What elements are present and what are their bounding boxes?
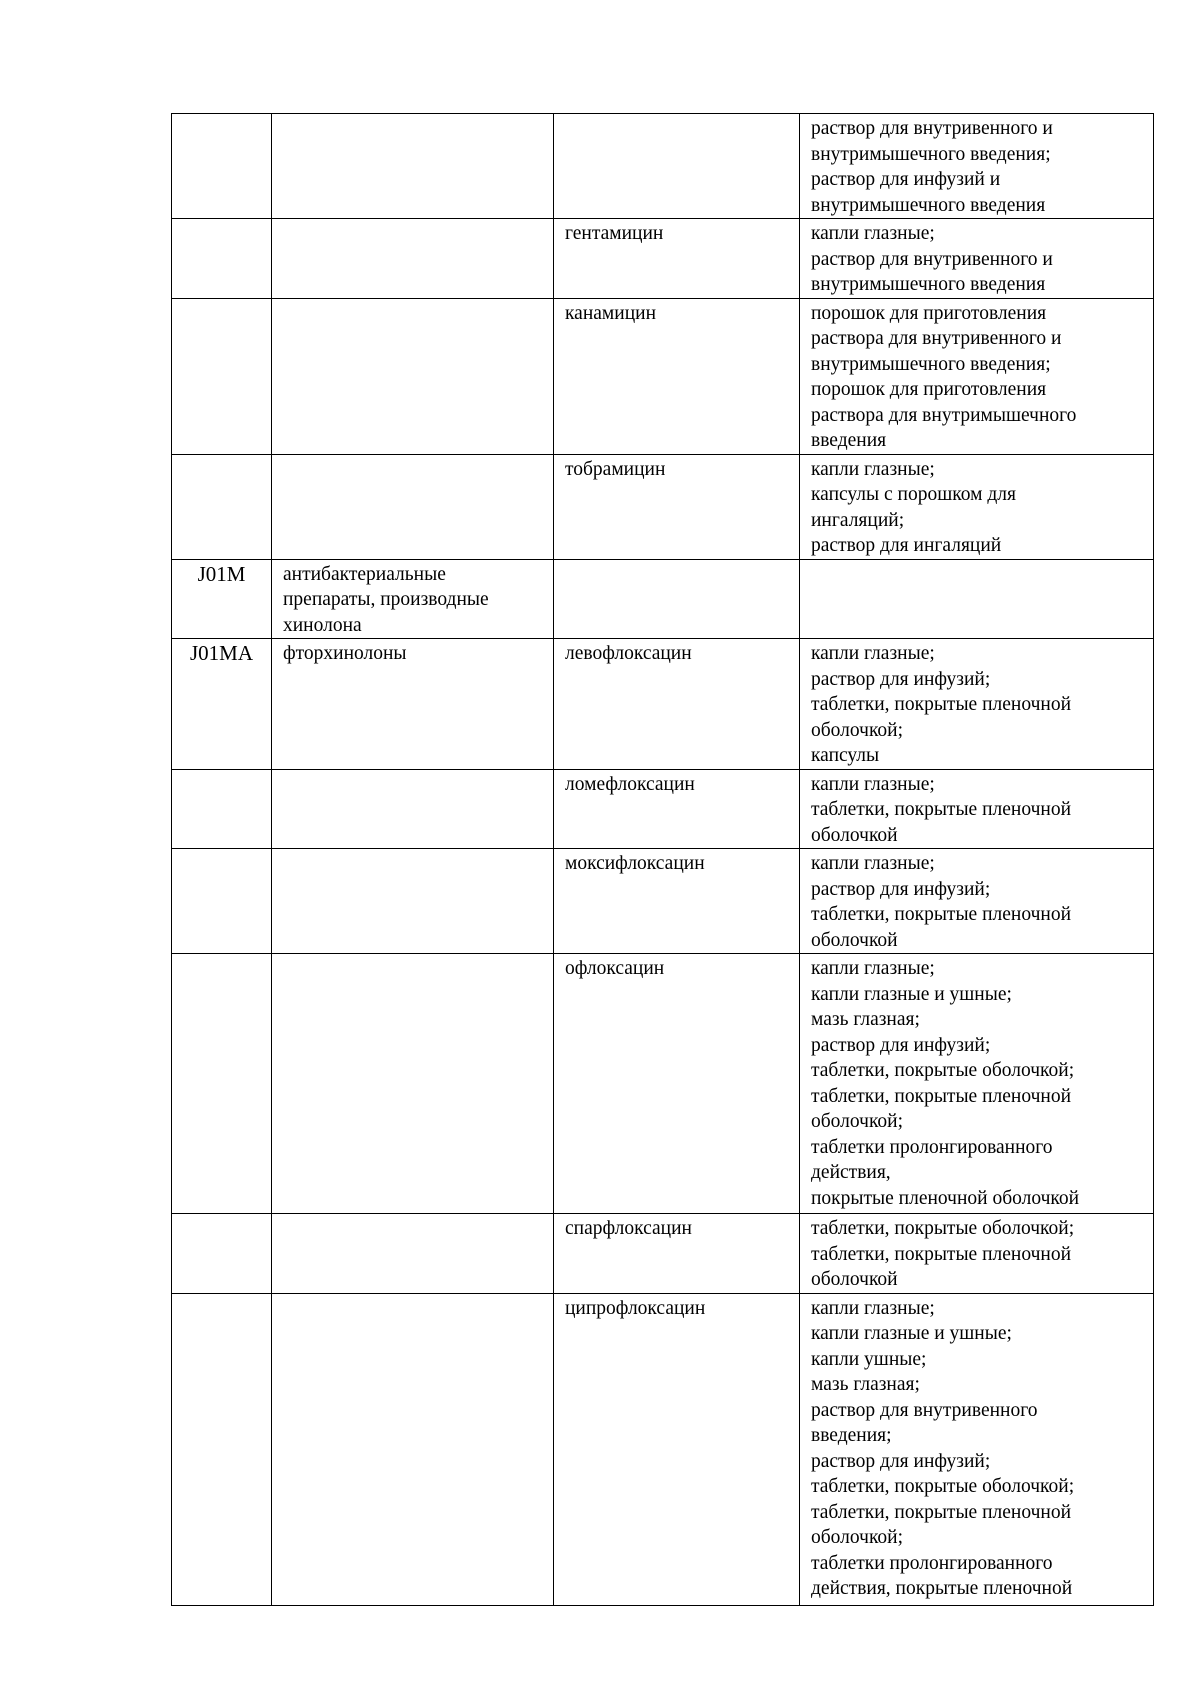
dosage-form-line: оболочкой; [811, 1111, 904, 1132]
atc-code-cell [172, 769, 272, 849]
dosage-form-line: действия, [811, 1162, 891, 1183]
atc-code: J01M [197, 561, 246, 586]
table-row [172, 219, 1154, 299]
dosage-form-line: действия, покрытые пленочной [811, 1578, 1073, 1599]
atc-code-cell [172, 1214, 272, 1294]
table-row [172, 1214, 1154, 1294]
dosage-form-line: капсулы с порошком для [811, 484, 1016, 505]
table-row [172, 954, 1154, 1214]
dosage-forms-cell [800, 849, 1154, 954]
atc-group-cell [272, 849, 554, 954]
dosage-forms-cell [800, 1293, 1154, 1605]
drug-table [171, 113, 1154, 1606]
dosage-form-line: таблетки, покрытые пленочной [811, 904, 1072, 925]
dosage-forms-cell [800, 559, 1154, 639]
substance-cell [554, 454, 800, 559]
substance-cell [554, 298, 800, 454]
dosage-form-line: таблетки, покрытые оболочкой; [811, 1218, 1075, 1239]
substance-cell [554, 1293, 800, 1605]
dosage-form-line: таблетки, покрытые оболочкой; [811, 1060, 1075, 1081]
atc-group-cell [272, 639, 554, 770]
atc-code-cell [172, 114, 272, 219]
dosage-form-line: внутримышечного введения [811, 274, 1046, 295]
atc-group-line: препараты, производные [283, 589, 489, 610]
dosage-form-line: капли глазные; [811, 643, 935, 664]
dosage-form-line: раствора для внутримышечного [811, 404, 1077, 426]
substance-name: моксифлоксацин [565, 853, 705, 874]
substance-cell [554, 114, 800, 219]
dosage-form-line: капли глазные; [811, 853, 935, 874]
dosage-form-line: ингаляций; [811, 509, 905, 531]
dosage-form-line: покрытые пленочной оболочкой [811, 1187, 1080, 1209]
dosage-form-line: таблетки, покрытые пленочной [811, 1085, 1072, 1107]
atc-code-cell [172, 849, 272, 954]
dosage-form-line: мазь глазная; [811, 1009, 920, 1030]
dosage-form-line: капсулы [811, 745, 880, 766]
substance-cell [554, 1214, 800, 1294]
dosage-form-line: капли глазные; [811, 1297, 935, 1319]
atc-group-cell [272, 454, 554, 559]
dosage-form-line: таблетки пролонгированного [811, 1136, 1053, 1158]
atc-group-line: фторхинолоны [283, 643, 407, 664]
table-row [172, 849, 1154, 954]
table-row [172, 639, 1154, 770]
dosage-forms-cell [800, 219, 1154, 299]
dosage-form-line: введения [811, 430, 887, 451]
atc-group-cell [272, 298, 554, 454]
dosage-form-line: оболочкой [811, 824, 898, 846]
substance-cell [554, 559, 800, 639]
substance-name: ципрофлоксацин [565, 1297, 706, 1319]
dosage-form-line: таблетки, покрытые пленочной [811, 1243, 1072, 1265]
table-row [172, 298, 1154, 454]
table-row [172, 769, 1154, 849]
drug-table-body [172, 114, 1154, 1606]
dosage-form-line: капли глазные; [811, 223, 935, 244]
dosage-form-line: раствор для внутривенного и [811, 118, 1053, 139]
atc-group-cell [272, 219, 554, 299]
substance-cell [554, 639, 800, 770]
dosage-form-line: мазь глазная; [811, 1374, 920, 1395]
dosage-form-line: порошок для приготовления [811, 379, 1047, 400]
dosage-form-line: таблетки, покрытые пленочной [811, 1501, 1072, 1523]
atc-group-cell [272, 769, 554, 849]
substance-name: гентамицин [565, 223, 664, 244]
atc-group-cell [272, 1214, 554, 1294]
dosage-form-line: введения; [811, 1425, 892, 1446]
substance-name: левофлоксацин [565, 643, 692, 664]
table-row [172, 559, 1154, 639]
dosage-form-line: таблетки пролонгированного [811, 1552, 1053, 1574]
dosage-form-line: капли глазные; [811, 773, 935, 795]
substance-cell [554, 849, 800, 954]
dosage-form-line: раствор для инфузий и [811, 169, 1001, 190]
dosage-forms-cell [800, 954, 1154, 1214]
table-row [172, 454, 1154, 559]
dosage-form-line: оболочкой [811, 1269, 898, 1290]
dosage-form-line: раствор для инфузий; [811, 668, 991, 690]
atc-code-cell [172, 219, 272, 299]
dosage-form-line: раствора для внутривенного и [811, 328, 1062, 349]
atc-code-cell [172, 954, 272, 1214]
substance-name: спарфлоксацин [565, 1218, 692, 1239]
atc-group-cell [272, 1293, 554, 1605]
dosage-form-line: раствор для инфузий; [811, 1034, 991, 1056]
dosage-form-line: раствор для ингаляций [811, 535, 1002, 556]
substance-name: офлоксацин [565, 958, 665, 979]
dosage-form-line: капли глазные; [811, 958, 935, 979]
atc-group-line: хинолона [283, 614, 362, 636]
dosage-form-line: раствор для инфузий; [811, 878, 991, 900]
dosage-form-line: таблетки, покрытые оболочкой; [811, 1476, 1075, 1497]
substance-cell [554, 219, 800, 299]
dosage-form-line: оболочкой; [811, 1527, 904, 1548]
dosage-form-line: оболочкой; [811, 719, 904, 741]
dosage-form-line: капли ушные; [811, 1348, 927, 1370]
dosage-form-line: внутримышечного введения; [811, 353, 1051, 375]
atc-code: J01MA [189, 641, 253, 665]
dosage-forms-cell [800, 454, 1154, 559]
dosage-form-line: внутримышечного введения; [811, 143, 1051, 165]
dosage-forms-cell [800, 769, 1154, 849]
atc-group-line: антибактериальные [283, 563, 446, 585]
dosage-forms-cell [800, 1214, 1154, 1294]
dosage-form-line: порошок для приготовления [811, 302, 1047, 324]
table-row [172, 1293, 1154, 1605]
substance-cell [554, 954, 800, 1214]
atc-group-cell [272, 559, 554, 639]
dosage-forms-cell [800, 114, 1154, 219]
atc-code-cell [172, 454, 272, 559]
substance-cell [554, 769, 800, 849]
atc-code-cell [172, 298, 272, 454]
atc-group-cell [272, 954, 554, 1214]
dosage-form-line: внутримышечного введения [811, 194, 1046, 216]
atc-code-cell [172, 1293, 272, 1605]
dosage-form-line: капли глазные и ушные; [811, 983, 1012, 1005]
substance-name: канамицин [565, 302, 657, 324]
dosage-form-line: раствор для инфузий; [811, 1450, 991, 1472]
dosage-forms-cell [800, 639, 1154, 770]
dosage-form-line: оболочкой [811, 929, 898, 951]
atc-code-cell [172, 559, 272, 639]
dosage-form-line: раствор для внутривенного и [811, 248, 1053, 270]
dosage-form-line: капли глазные и ушные; [811, 1323, 1012, 1344]
dosage-forms-cell [800, 298, 1154, 454]
table-row [172, 114, 1154, 219]
atc-code-cell [172, 639, 272, 770]
atc-group-cell [272, 114, 554, 219]
dosage-form-line: раствор для внутривенного [811, 1399, 1038, 1421]
dosage-form-line: таблетки, покрытые пленочной [811, 694, 1072, 715]
substance-name: ломефлоксацин [565, 773, 695, 795]
substance-name: тобрамицин [565, 458, 666, 480]
dosage-form-line: капли глазные; [811, 458, 935, 480]
dosage-form-line: таблетки, покрытые пленочной [811, 799, 1072, 820]
